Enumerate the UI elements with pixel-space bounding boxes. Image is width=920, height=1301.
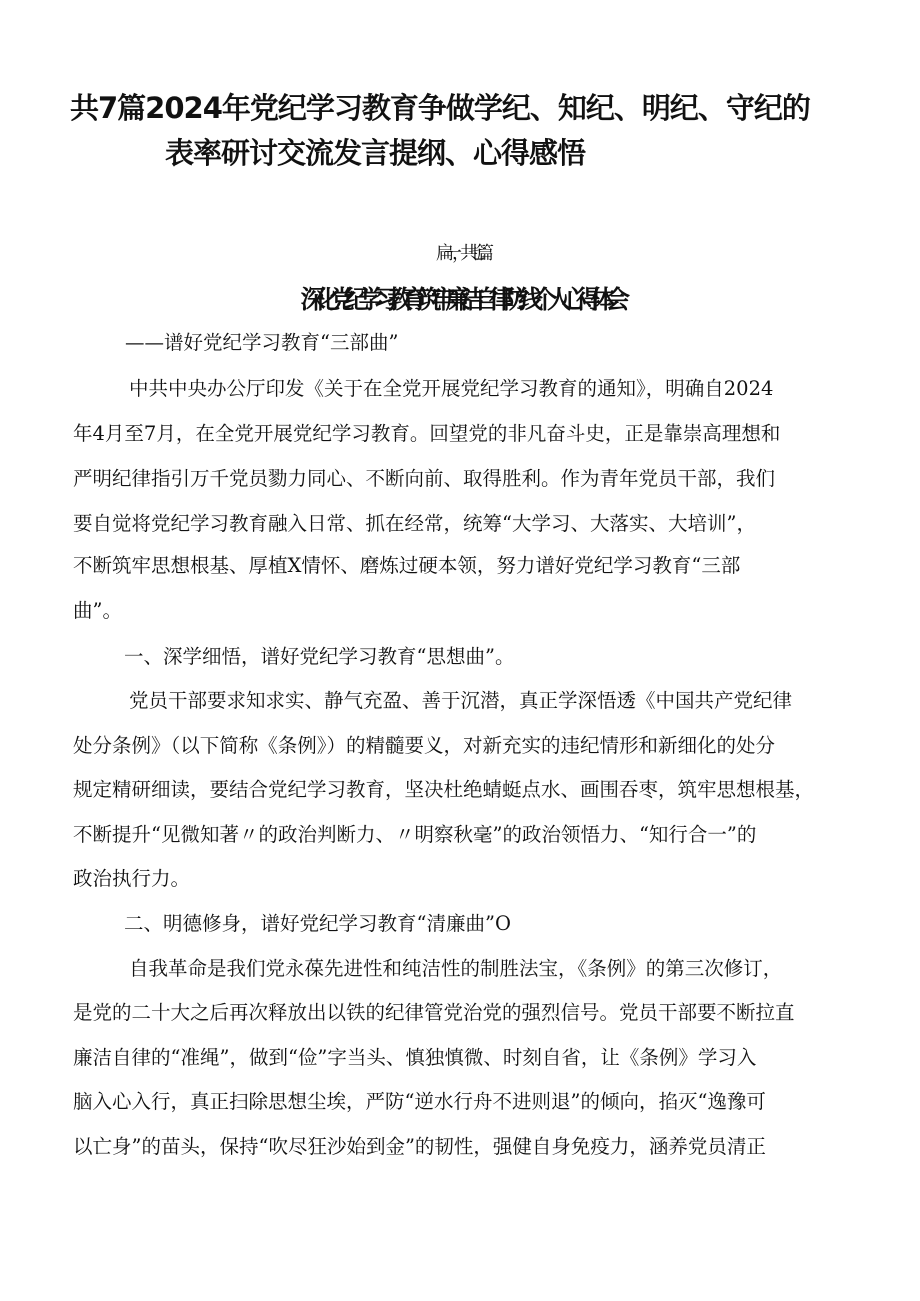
- document-title-line-1: 共7篇2024年党纪学习教育争做学纪、知纪、明纪、守纪的: [70, 91, 810, 125]
- paragraph-line: 严明纪律指引万千党员勠力同心、不断向前、取得胜利。作为青年党员干部，我们: [73, 467, 776, 490]
- paragraph-line: 曲”。: [73, 599, 122, 622]
- paragraph-line: 是党的二十大之后再次释放出以铁的纪律管党治党的强烈信号。党员干部要不断拉直: [73, 1001, 795, 1024]
- document-title-line-2: 表率研讨交流发言提纲、心得感悟: [165, 136, 586, 170]
- paragraph-line: 廉洁自律的“准绳”，做到“俭”字当头、慎独慎微、时刻自省，让《条例》学习入: [73, 1046, 757, 1069]
- article-subtitle: ——谱好党纪学习教育“三部曲”: [125, 331, 399, 354]
- section-heading: 二、明德修身，谱好党纪学习教育“清廉曲”O: [124, 912, 511, 935]
- paragraph-line: 党员干部要求知求实、静气充盈、善于沉潜，真正学深悟透《中国共产党纪律: [129, 689, 793, 712]
- paragraph-line: 规定精研细读，要结合党纪学习教育，坚决杜绝蜻蜓点水、画围吞枣，筑牢思想根基，: [73, 778, 815, 801]
- paragraph-line: 年4月至7月，在全党开展党纪学习教育。回望党的非凡奋斗史，正是靠崇高理想和: [73, 422, 781, 445]
- part-label: 扁一，共七篇: [436, 243, 484, 264]
- section-heading: 一、深学细悟，谱好党纪学习教育“思想曲”。: [124, 645, 515, 668]
- paragraph-line: 政治执行力。: [73, 867, 191, 890]
- paragraph-line: 中共中央办公厅印发《关于在全党开展党纪学习教育的通知》，明确自2024: [129, 377, 774, 400]
- article-title: 深化党纪学习教育筑牢廉洁自律防线个人心得体会: [300, 285, 620, 314]
- paragraph-line: 脑入心入行，真正扫除思想尘埃，严防“逆水行舟不进则退”的倾向，掐灭“逸豫可: [73, 1090, 766, 1113]
- paragraph-line: 处分条例》（以下简称《条例》）的精髓要义，对新充实的违纪情形和新细化的处分: [73, 734, 776, 757]
- paragraph-line: 要自觉将党纪学习教育融入日常、抓在经常，统筹“大学习、大落实、大培训”，: [73, 512, 756, 535]
- paragraph-line: 不断筑牢思想根基、厚植X情怀、磨炼过硬本领，努力谱好党纪学习教育“三部: [73, 554, 741, 577]
- paragraph-line: 不断提升“见微知著〃的政治判断力、〃明察秋毫”的政治领悟力、“知行合一”的: [73, 823, 757, 846]
- paragraph-line: 自我革命是我们党永葆先进性和纯洁性的制胜法宝，《条例》的第三次修订，: [129, 957, 783, 980]
- paragraph-line: 以亡身”的苗头，保持“吹尽狂沙始到金”的韧性，强健自身免疫力，涵养党员清正: [73, 1135, 766, 1158]
